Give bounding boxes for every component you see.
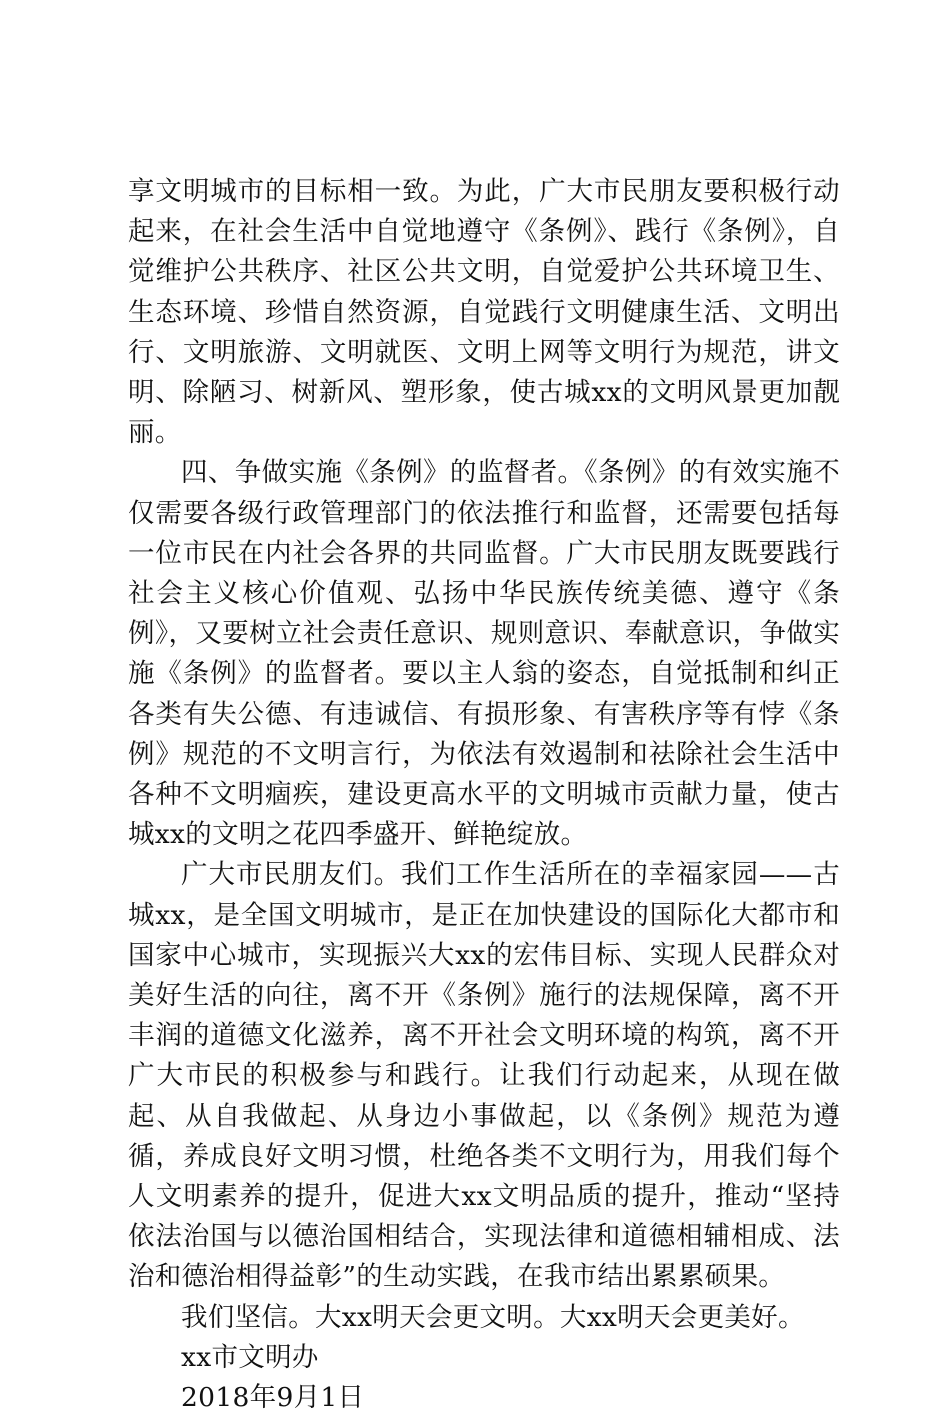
document-date: 2018年9月1日 (181, 1382, 365, 1414)
signature: xx市文明办 (181, 1341, 319, 1373)
paragraph-appeal: 广大市民朋友们。我们工作生活所在的幸福家园——古城xx，是全国文明城市，是正在加快建设的国际化大都市和国家中心城市，实现振兴大xx的宏伟目标、实现人民群众对美好生活的向往，离不开《条例》施行的法规保障，离不开丰润的道德文化滋养，离不开社会文明环境的构筑，离不开广大市民的积极参与和践行。让我们行动起来，从现在做起、从自我做起、从身边小事做起，以《条例》规范为遵循，养成良好文明习惯，杜绝各类不文明行为，用我们每个人文明素养的提升，促进大xx文明品质的提升，推动“坚持依法治国与以德治国相结合，实现法律和道德相辅相成、法治和德治相得益彰”的生动实践，在我市结出累累硕果。 (128, 859, 840, 1293)
paragraph-supervisor: 四、争做实施《条例》的监督者。《条例》的有效实施不仅需要各级行政管理部门的依法推行和监督，还需要包括每一位市民在内社会各界的共同监督。广大市民朋友既要践行社会主义核心价值观、弘扬中华民族传统美德、遵守《条例》，又要树立社会责任意识、规则意识、奉献意识，争做实施《条例》的监督者。要以主人翁的姿态，自觉抵制和纠正各类有失公德、有违诚信、有损形象、有害秩序等有悖《条例》规范的不文明言行，为依法有效遏制和祛除社会生活中各种不文明痼疾，建设更高水平的文明城市贡献力量，使古城xx的文明之花四季盛开、鲜艳绽放。 (128, 457, 840, 851)
closing-line: 我们坚信。大xx明天会更文明。大xx明天会更美好。 (181, 1301, 805, 1333)
document-body (128, 172, 840, 1418)
paragraph-continuation: 享文明城市的目标相一致。为此，广大市民朋友要积极行动起来，在社会生活中自觉地遵守《条例》、践行《条例》，自觉维护公共秩序、社区公共文明，自觉爱护公共环境卫生、生态环境、珍惜自然资源，自觉践行文明健康生活、文明出行、文明旅游、文明就医、文明上网等文明行为规范，讲文明、除陋习、树新风、塑形象，使古城xx的文明风景更加靓丽。 (128, 176, 840, 449)
